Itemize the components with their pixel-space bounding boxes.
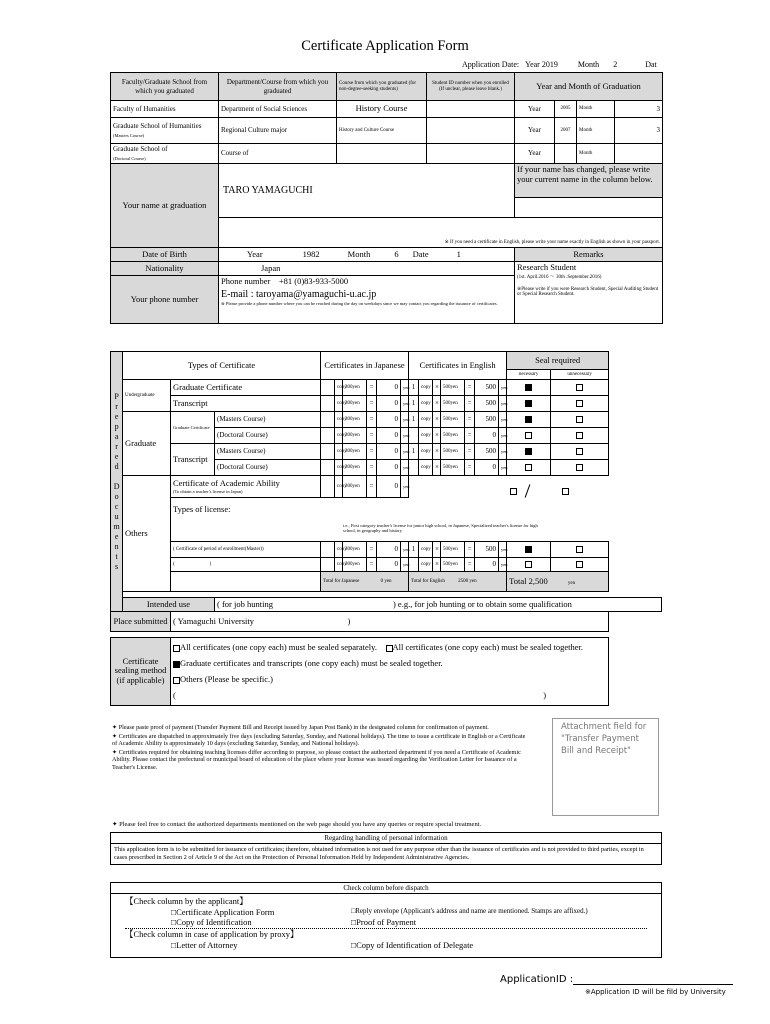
types-header: Types of Certificate — [123, 352, 321, 380]
jp-copy-6[interactable] — [321, 460, 335, 476]
page-title: Certificate Application Form — [301, 38, 469, 54]
seal-unnecessary-3[interactable] — [551, 412, 609, 428]
name-changed-note: If your name has changed, please write your current name in the column below. — [515, 164, 663, 198]
total-japanese: Total for Japanese 0 yen — [321, 572, 409, 592]
name-field[interactable]: TARO YAMAGUCHI — [219, 164, 515, 218]
jp-copy-8[interactable] — [321, 542, 335, 558]
course-header: Course from which you graduated (for non-degree-seeking students) — [337, 73, 427, 101]
en-copy-6[interactable] — [409, 460, 419, 476]
line-undergrad-cert: Undergraduate Graduate Certificate copy 300yen = 0 yen 1 copy × 500yen = 500 yen — [111, 380, 662, 396]
japanese-header: Certificates in Japanese — [321, 352, 409, 380]
jp-copy-2[interactable] — [321, 396, 335, 412]
graduate-info-table: Faculty/Graduate School from which you graduated Department/Course from which you graduated Course from which you graduated (for non-degree-seeking students) Student ID number when you enrolled (If unclear, please leave blank.) Year and Month of Graduation Faculty of Humanities Department of Social Sciences History Course Year 2005 Month 3 Graduate School of Humanities (Masters Course) Regional Culture major History and Culture Course Year 2007 Month 3 Graduate School of (Doctoral Course) Course of Year Month Your name at graduation TARO YAMAGUCHI If your name has changed, please write your current name in the column below. ※ If you need a certificate in English, please write your name exactly in English as shown in your passport. Date of Birth Year 1982 Month 6 Date 1 Remarks Nationality Japan Research Student (1st. April.2016 ～ 30th .September.2016) ※Please write if you were Research Student, Special Auditing Student or Special Research Student. Your phone number Phone number +81 (0)83-933-5000 E-mail : taroyama@yamaguchi-u.ac.jp ※ Please provide a phone number where you can be reached during the day on weekdays since we may contact you regarding the issuance of certificates. — [110, 72, 663, 324]
student-id-header: Student ID number when you enrolled (If unclear, please leave blank.) — [427, 73, 515, 101]
seal-necessary-9[interactable] — [507, 558, 551, 572]
grad-month-row-1[interactable]: 3 — [615, 101, 663, 118]
course-row-3[interactable] — [337, 144, 427, 164]
en-copy-1[interactable]: 1 — [409, 380, 419, 396]
nationality-field[interactable]: Japan — [219, 262, 515, 276]
prepared-documents-label: Prepared Documents — [111, 352, 123, 612]
grand-total: Total 2,500 yen — [507, 572, 609, 592]
grad-year-row-2[interactable]: 2007 — [555, 118, 577, 144]
english-header: Certificates in English — [409, 352, 507, 380]
check-letter[interactable]: □Letter of Attorney — [171, 939, 238, 950]
license-type-field[interactable]: Types of license: — [173, 504, 231, 515]
phone-label: Your phone number — [111, 276, 219, 324]
grad-month-row-3[interactable] — [615, 144, 663, 164]
contact-note: ✦ Please feel free to contact the authorized departments mentioned on the web page should you have any queries or require special treatment. — [112, 821, 482, 828]
application-id-field[interactable] — [573, 975, 733, 985]
check-copy-delegate[interactable]: □Copy of Identification of Delegate — [351, 939, 474, 950]
seal-unnecessary-8[interactable] — [551, 542, 609, 558]
check-box-section: Check column before dispatch 【Check column by the applicant】 □Certificate Application Form □Reply envelope (Applicant's address and name are mentioned. Stamps are affixed.) □Copy of Identification □Proof of Payment 【Check column in case of application by proxy】 □Letter of Attorney □Copy of Identification of Delegate — [110, 882, 662, 958]
grad-month-row-2[interactable]: 3 — [615, 118, 663, 144]
jp-copy-1[interactable] — [321, 380, 335, 396]
course-row-2[interactable]: History and Culture Course — [337, 118, 427, 144]
jp-copy-5[interactable] — [321, 444, 335, 460]
student-id-row-2[interactable] — [427, 118, 515, 144]
seal-necessary-6[interactable] — [507, 460, 551, 476]
jp-copy-4[interactable] — [321, 428, 335, 444]
sealing-method-label: Certificate sealing method (if applicable) — [111, 638, 171, 706]
seal-necessary-2[interactable] — [507, 396, 551, 412]
check-proof[interactable]: □Proof of Payment — [351, 917, 417, 928]
dob-field[interactable]: Year 1982 Month 6 Date 1 — [219, 248, 515, 262]
intended-use-label: Intended use — [123, 598, 215, 612]
faculty-header: Faculty/Graduate School from which you graduated — [111, 73, 219, 101]
total-english: Total for English 2500 yen — [409, 572, 507, 592]
faculty-row-3[interactable]: Graduate School of (Doctoral Course) — [111, 144, 219, 164]
department-row-3[interactable]: Course of — [219, 144, 337, 164]
sealing-method-options: All certificates (one copy each) must be sealed separately. All certificates (one copy each) must be sealed together. Graduate certificates and transcripts (one copy each) must be sealed together. Others (Please be specific.) ( ) — [171, 638, 609, 706]
student-id-row-3[interactable] — [427, 144, 515, 164]
seal-necessary-8[interactable] — [507, 542, 551, 558]
en-copy-3[interactable]: 1 — [409, 412, 419, 428]
seal-opt1-checkbox[interactable] — [173, 645, 180, 652]
department-row-1[interactable]: Department of Social Sciences — [219, 101, 337, 118]
seal-necessary-1[interactable] — [507, 380, 551, 396]
attachment-field[interactable]: Attachment field for "Transfer Payment Bill and Receipt" — [552, 718, 659, 816]
seal-unnecessary-9[interactable] — [551, 558, 609, 572]
intended-use-field[interactable]: ( for job hunting ) e.g., for job hunting or to obtain some qualification — [215, 598, 662, 612]
seal-opt2-checkbox[interactable] — [386, 645, 393, 652]
notes-section: ✦ Please paste proof of payment (Transfer Payment Bill and Receipt issued by Japan Post Bank) in the designated column for confirmation of payment. ✦ Certificates are dispatched in approximately five days (excluding Saturday, Sunday, and National holidays). The time to issue a certificate in English or a Certificate of Academic Ability is approximately 10 days (excluding Saturday, Sunday, and National holidays). ✦ Certificates required for obtaining teaching licenses differ according to purpose, so please contact the authorized department if you need a Certificate of Academic Ability. Please contact the prefectural or municipal board of education of the place where your license was issued regarding the Verification Letter for Issuance of a Teacher's License. — [112, 724, 526, 771]
department-row-2[interactable]: Regional Culture major — [219, 118, 337, 144]
nationality-label: Nationality — [111, 262, 219, 276]
place-submitted-field[interactable]: ( Yamaguchi University ) — [171, 612, 609, 632]
faculty-row-2[interactable]: Graduate School of Humanities (Masters Course) — [111, 118, 219, 144]
student-id-row-1[interactable] — [427, 101, 515, 118]
check-reply[interactable]: □Reply envelope (Applicant's address and name are mentioned. Stamps are affixed.) — [351, 906, 588, 915]
jp-copy-3[interactable] — [321, 412, 335, 428]
check-form[interactable]: □Certificate Application Form — [171, 906, 275, 917]
en-copy-2[interactable]: 1 — [409, 396, 419, 412]
grad-year-row-3[interactable] — [555, 144, 577, 164]
place-submitted-label: Place submitted — [111, 612, 171, 632]
seal-others-field — [499, 484, 579, 498]
seal-header: Seal required — [507, 352, 609, 370]
seal-opt4-checkbox[interactable] — [173, 677, 180, 684]
jp-copy-7[interactable] — [321, 476, 335, 498]
seal-opt3-checkbox[interactable] — [173, 661, 180, 668]
seal-unnecessary-2[interactable] — [551, 396, 609, 412]
phone-field[interactable]: Phone number +81 (0)83-933-5000 E-mail : taroyama@yamaguchi-u.ac.jp ※ Please provide a phone number where you can be reached during the day on weekdays since we may contact you regarding the issuance of certificates. — [219, 276, 515, 324]
application-id: ApplicationID : — [500, 974, 733, 985]
remarks-label: Remarks — [515, 248, 663, 262]
remarks-field[interactable]: Research Student (1st. April.2016 ～ 30th .September.2016) ※Please write if you were Research Student, Special Auditing Student or Special Research Student. — [515, 262, 663, 324]
seal-unnecessary-4[interactable] — [551, 428, 609, 444]
faculty-row-1[interactable]: Faculty of Humanities — [111, 101, 219, 118]
current-name-field[interactable] — [515, 198, 663, 218]
en-copy-9[interactable] — [409, 558, 419, 572]
department-header: Department/Course from which you graduated — [219, 73, 337, 101]
seal-necessary-4[interactable] — [507, 428, 551, 444]
graduation-header: Year and Month of Graduation — [515, 73, 663, 101]
seal-necessary-5[interactable] — [507, 444, 551, 460]
application-id-note: ※Application ID will be fild by University — [585, 988, 726, 996]
jp-copy-9[interactable] — [321, 558, 335, 572]
application-date: Application Date: Year 2019 Month 2 Dat — [462, 60, 657, 69]
en-copy-5[interactable]: 1 — [409, 444, 419, 460]
english-name-note: ※ If you need a certificate in English, please write your name exactly in English as shown in your passport. — [219, 218, 663, 248]
dob-label: Date of Birth — [111, 248, 219, 262]
privacy-box: Regarding handling of personal information This application form is to be submitted for issuance of certificates; therefore, obtained information is not used for any purpose other than the issuance of certificates and is not provided to third parties, except in cases prescribed in Section 2 of Article 9 of the Act on the Protection of Personal Information Held by Independent Administrative Agencies. — [110, 832, 662, 865]
en-copy-4[interactable] — [409, 428, 419, 444]
check-copy-id[interactable]: □Copy of Identification — [171, 917, 252, 928]
seal-unnecessary-1[interactable] — [551, 380, 609, 396]
name-label: Your name at graduation — [111, 164, 219, 248]
course-row-1[interactable]: History Course — [337, 101, 427, 118]
grad-year-row-1[interactable]: 2005 — [555, 101, 577, 118]
other-cert-field[interactable]: ( ) — [171, 558, 321, 572]
certificate-table: Prepared Documents Types of Certificate Certificates in Japanese Certificates in English Seal required necessary unnecessary Undergraduate Graduate Certificate copy 300yen = 0 yen 1 copy × 500yen = 500 yen Transcript copy 300yen = 0 yen 1 copy × 500yen = 500 yen Graduate Graduate Certificate (Masters Course) copy 300yen = 0 yen 1 copy × 500yen = 500 yen (Doctoral Course) copy 300yen = 0 yen copy × 500yen = 0 yen Transcript (Masters Course) copy 300yen = 0 yen 1 copy × 500yen = 500 yen (Doctoral Course) copy 300yen = 0 yen copy × 500yen = 0 yen Others Certificate of Academic Ability (To obtain a teacher's license in Japan) copy 300yen = 0 yen Types of license: i.e., First category teacher's license for junior high school, in Japanese, Specialized teacher's license for high school, in geography and history ( Certificate of period of enrollment(Master)) copy 300yen = 0 yen 1 copy × 500yen = 500 yen ( ) copy 300yen = 0 yen copy × 500yen = 0 yen Total for Japanese 0 yen Total for English 2500 yen Total 2,500 yen Intended use ( for job hunting ) e.g., for job hunting or to obtain some qualification Place submitted ( Yamaguchi University ) Certificate sealing method (if applicable) All certificates (one copy each) must be sealed separately. All certificates (one copy each) must be sealed together. Graduate certificates and transcripts (one copy each) must be sealed together. Others (Please be specific.) ( ) — [110, 351, 662, 706]
seal-necessary-3[interactable] — [507, 412, 551, 428]
seal-unnecessary-6[interactable] — [551, 460, 609, 476]
en-copy-8[interactable]: 1 — [409, 542, 419, 558]
seal-unnecessary-5[interactable] — [551, 444, 609, 460]
